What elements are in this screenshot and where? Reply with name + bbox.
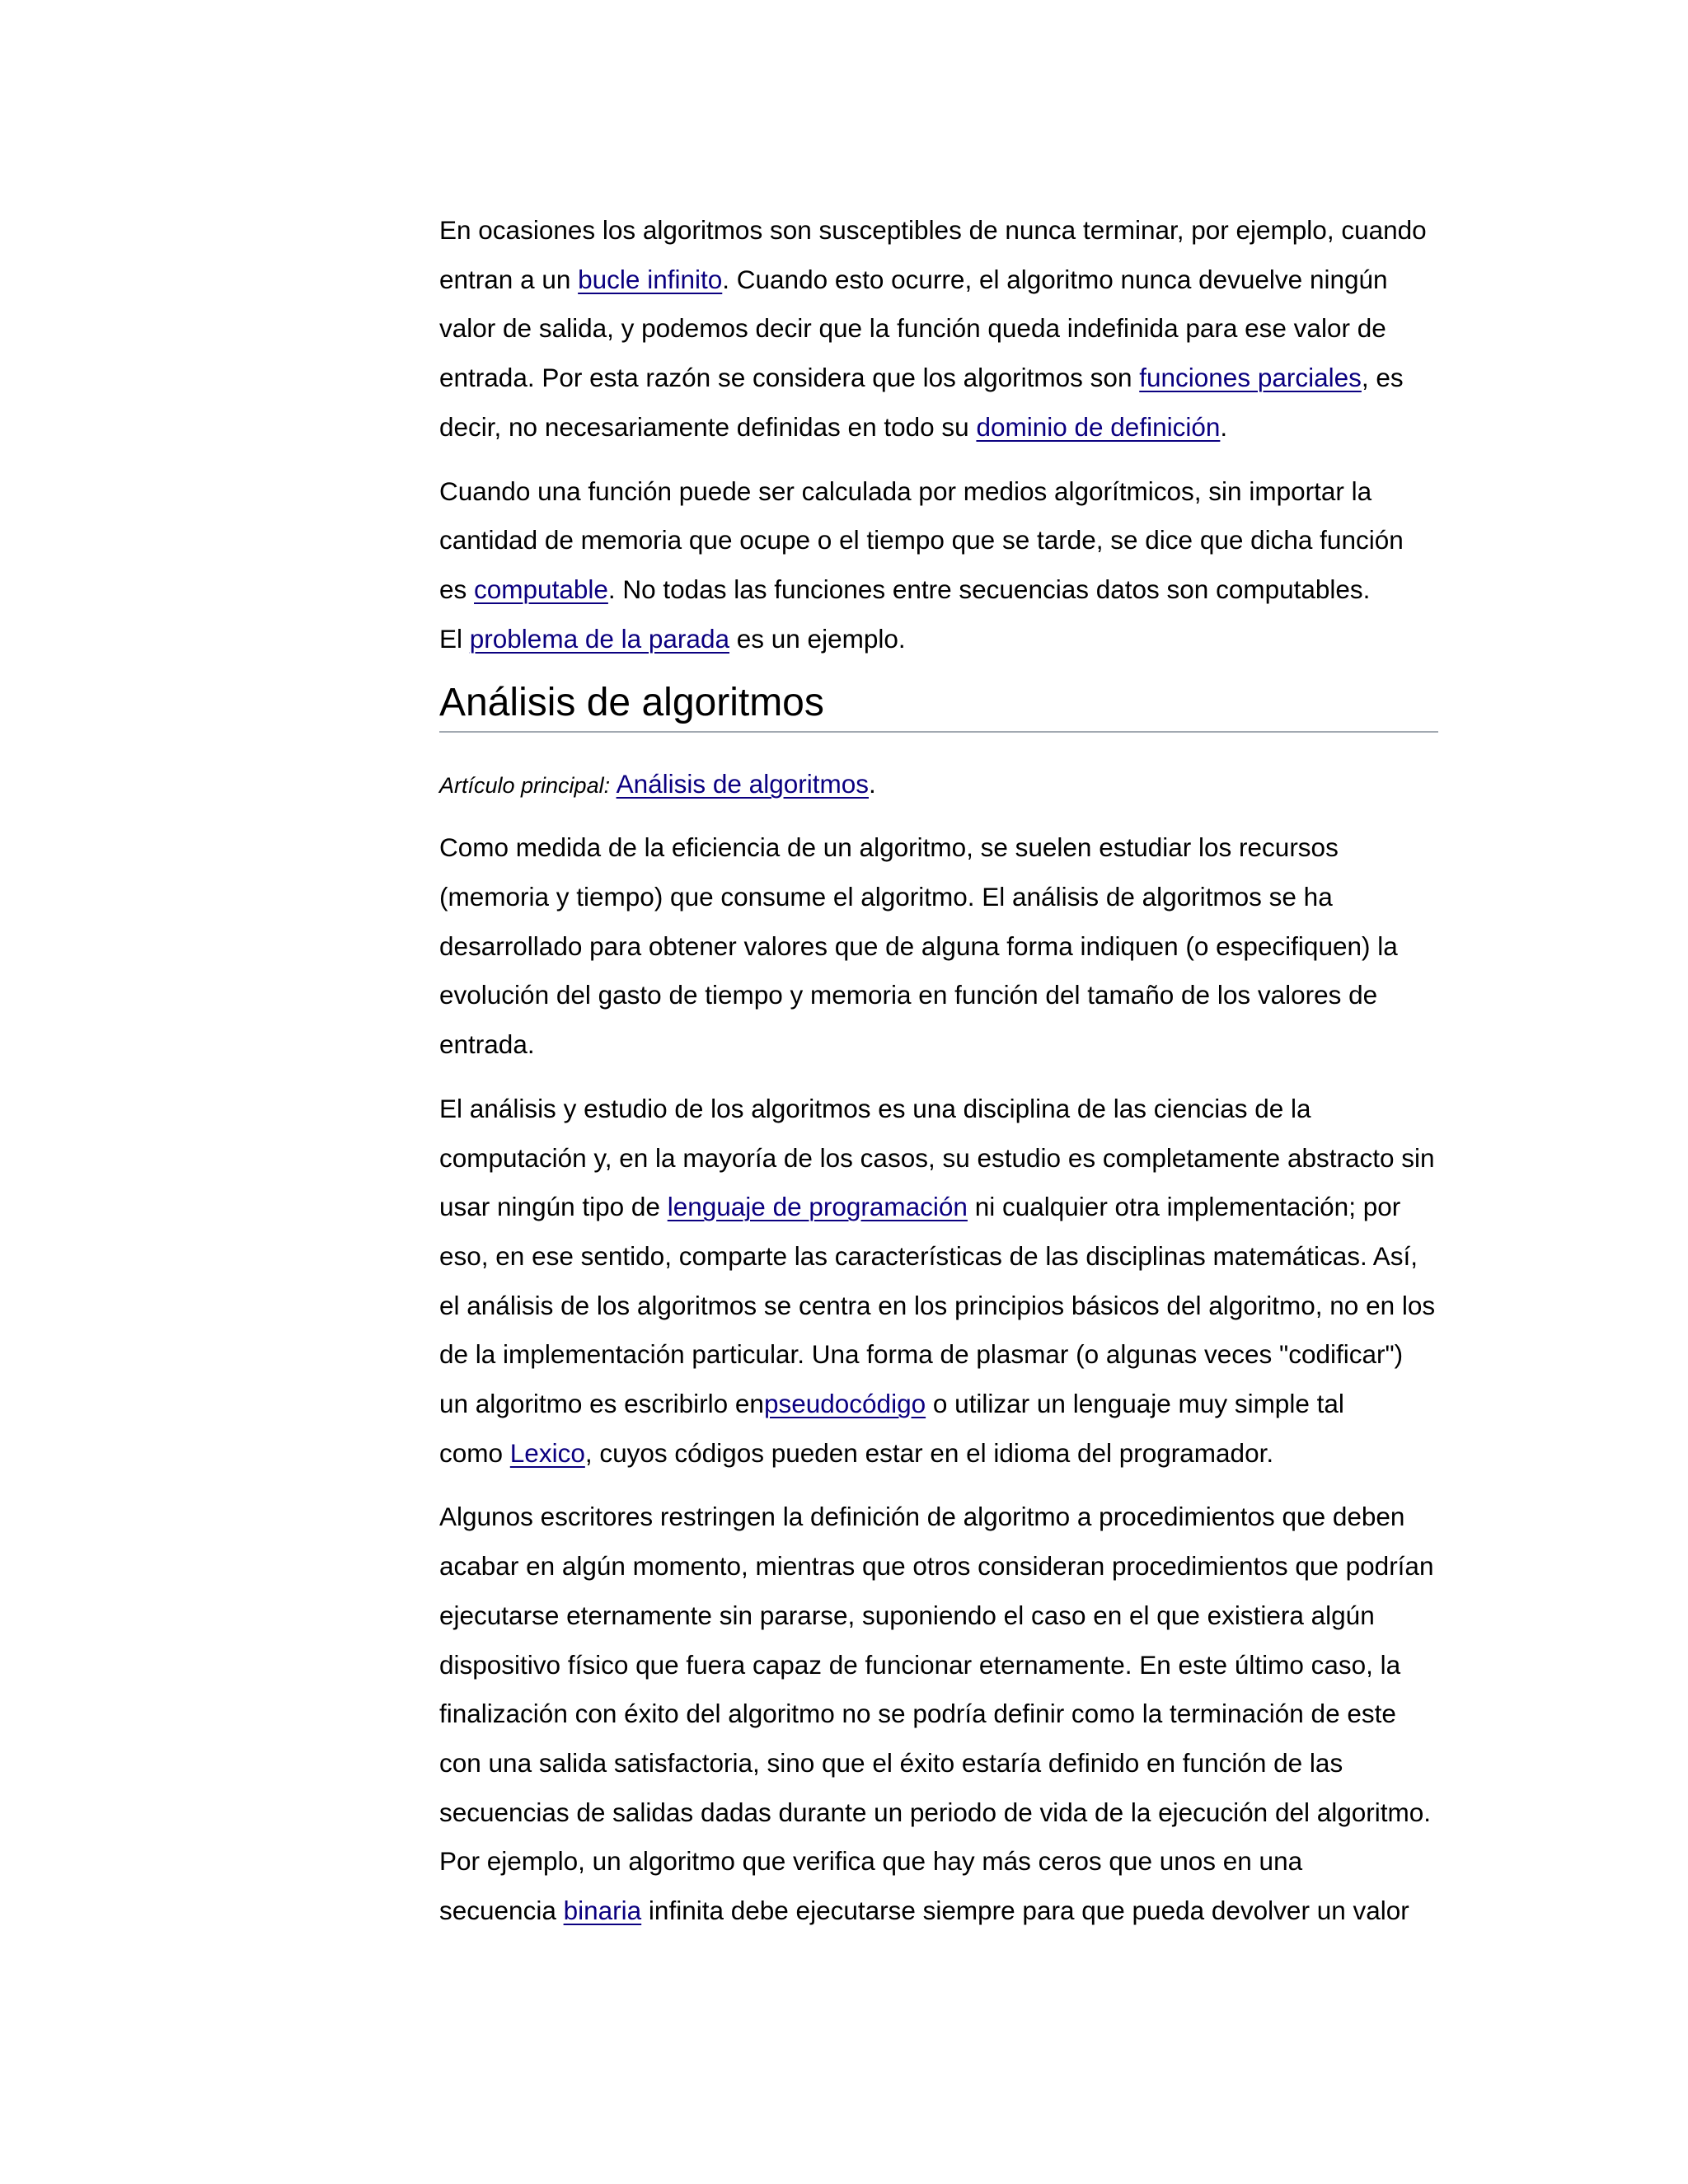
- text-segment: , cuyos códigos pueden estar en el idioma del programador.: [584, 1437, 1274, 1468]
- text-line: [439, 1886, 1438, 1936]
- text-line: [439, 1380, 1438, 1429]
- text-segment: desarrollado para obtener valores que de alguna forma indiquen (o especifiquen) la: [439, 930, 1398, 961]
- text-line: [439, 1542, 1438, 1591]
- main-article-prefix: Artículo principal:: [439, 773, 617, 799]
- text-segment: .: [1220, 411, 1228, 442]
- text-segment: usar ningún tipo de: [439, 1192, 668, 1222]
- text-line: [439, 403, 1438, 452]
- text-segment: ejecutarse eternamente sin pararse, suponiendo el caso en el que existiera algún: [439, 1600, 1375, 1630]
- text-segment: el análisis de los algoritmos se centra en los principios básicos del algoritmo, no en los: [439, 1290, 1436, 1320]
- text-segment: Como medida de la eficiencia de un algoritmo, se suelen estudiar los recursos: [439, 832, 1339, 863]
- text-segment: es un ejemplo.: [729, 623, 906, 654]
- text-segment: evolución del gasto de tiempo y memoria en función del tamaño de los valores de: [439, 980, 1378, 1010]
- text-line: [439, 1183, 1438, 1232]
- text-segment: dispositivo físico que fuera capaz de funcionar eternamente. En este último caso, la: [439, 1649, 1401, 1680]
- paragraph: [439, 206, 1438, 452]
- text-segment: como: [439, 1437, 510, 1468]
- text-segment: es: [439, 574, 475, 604]
- text-line: [439, 354, 1438, 403]
- text-segment: secuencias de salidas dadas durante un periodo de vida de la ejecución del algoritmo.: [439, 1797, 1432, 1827]
- text-segment: eso, en ese sentido, comparte las características de las disciplinas matemáticas. Así,: [439, 1240, 1418, 1271]
- link-funciones-parciales[interactable]: funciones parciales: [1139, 363, 1362, 393]
- text-line: [439, 1641, 1438, 1690]
- text-segment: acabar en algún momento, mientras que otros consideran procedimientos que podrían: [439, 1551, 1434, 1582]
- main-article-link[interactable]: Análisis de algoritmos: [616, 769, 869, 799]
- text-segment: . Cuando esto ocurre, el algoritmo nunca devuelve ningún: [722, 264, 1388, 294]
- text-line: [439, 467, 1438, 517]
- link-lexico[interactable]: Lexico: [509, 1437, 585, 1468]
- text-line: [439, 873, 1438, 922]
- link-problema-de-la-parada[interactable]: problema de la parada: [469, 623, 729, 654]
- text-segment: valor de salida, y podemos decir que la función queda indefinida para ese valor de: [439, 313, 1386, 344]
- text-line: [439, 304, 1438, 354]
- section-paragraphs: [439, 823, 1438, 1935]
- document-page: [439, 206, 1438, 1951]
- text-segment: o utilizar un lenguaje muy simple tal: [926, 1389, 1344, 1419]
- link-computable[interactable]: computable: [474, 574, 608, 604]
- text-line: [439, 1134, 1438, 1183]
- text-segment: de la implementación particular. Una forma de plasmar (o algunas veces "codificar"): [439, 1339, 1404, 1370]
- text-segment: con una salida satisfactoria, sino que el éxito estaría definido en función de las: [439, 1747, 1343, 1778]
- text-segment: El: [439, 623, 470, 654]
- link-lenguaje-de-programacion[interactable]: lenguaje de programación: [667, 1192, 968, 1222]
- text-line: [439, 615, 1438, 664]
- text-segment: . No todas las funciones entre secuencias datos son computables.: [607, 574, 1371, 604]
- text-segment: secuencia: [439, 1896, 564, 1926]
- text-segment: finalización con éxito del algoritmo no se podría definir como la terminación de este: [439, 1699, 1396, 1729]
- text-segment: entran a un: [439, 264, 579, 294]
- text-line: [439, 1690, 1438, 1739]
- intro-paragraphs: [439, 206, 1438, 663]
- paragraph: [439, 467, 1438, 664]
- section-heading: Análisis de algoritmos: [439, 678, 1438, 733]
- text-line: [439, 971, 1438, 1020]
- text-line: [439, 565, 1438, 615]
- text-line: [439, 1330, 1438, 1380]
- text-segment: ni cualquier otra implementación; por: [967, 1192, 1401, 1222]
- text-segment: Algunos escritores restringen la definición de algoritmo a procedimientos que deben: [439, 1502, 1405, 1532]
- text-line: [439, 255, 1438, 305]
- text-segment: El análisis y estudio de los algoritmos es una disciplina de las ciencias de la: [439, 1093, 1311, 1123]
- text-line: [439, 1020, 1438, 1070]
- text-segment: entrada.: [439, 1029, 535, 1060]
- link-dominio-de-definicion[interactable]: dominio de definición: [976, 411, 1221, 442]
- text-line: [439, 1493, 1438, 1542]
- text-segment: (memoria y tiempo) que consume el algoritmo. El análisis de algoritmos se ha: [439, 882, 1333, 912]
- link-bucle-infinito[interactable]: bucle infinito: [578, 264, 723, 294]
- link-pseudocodigo[interactable]: pseudocódigo: [763, 1389, 926, 1419]
- text-segment: decir, no necesariamente definidas en todo su: [439, 411, 977, 442]
- paragraph: [439, 823, 1438, 1070]
- paragraph: [439, 1493, 1438, 1935]
- text-line: [439, 1232, 1438, 1282]
- text-segment: infinita debe ejecutarse siempre para que pueda devolver un valor: [641, 1896, 1409, 1926]
- text-line: [439, 206, 1438, 255]
- text-line: [439, 516, 1438, 565]
- main-article-note: [439, 767, 1438, 802]
- text-line: [439, 1085, 1438, 1134]
- text-line: [439, 922, 1438, 972]
- text-segment: Cuando una función puede ser calculada por medios algorítmicos, sin importar la: [439, 476, 1372, 506]
- text-line: [439, 1739, 1438, 1788]
- text-segment: En ocasiones los algoritmos son susceptibles de nunca terminar, por ejemplo, cuando: [439, 215, 1427, 245]
- text-segment: computación y, en la mayoría de los casos, su estudio es completamente abstracto sin: [439, 1142, 1435, 1173]
- text-segment: , es: [1361, 363, 1404, 393]
- text-segment: entrada. Por esta razón se considera que los algoritmos son: [439, 363, 1140, 393]
- text-line: [439, 1837, 1438, 1886]
- text-segment: Por ejemplo, un algoritmo que verifica que hay más ceros que unos en una: [439, 1846, 1303, 1877]
- text-line: [439, 823, 1438, 873]
- text-line: [439, 1429, 1438, 1479]
- text-line: [439, 1591, 1438, 1641]
- main-article-suffix: .: [868, 769, 876, 799]
- text-line: [439, 1788, 1438, 1838]
- text-segment: un algoritmo es escribirlo en: [439, 1389, 764, 1419]
- link-binaria[interactable]: binaria: [563, 1896, 642, 1926]
- text-line: [439, 1282, 1438, 1331]
- paragraph: [439, 1085, 1438, 1479]
- text-segment: cantidad de memoria que ocupe o el tiempo que se tarde, se dice que dicha función: [439, 525, 1404, 555]
